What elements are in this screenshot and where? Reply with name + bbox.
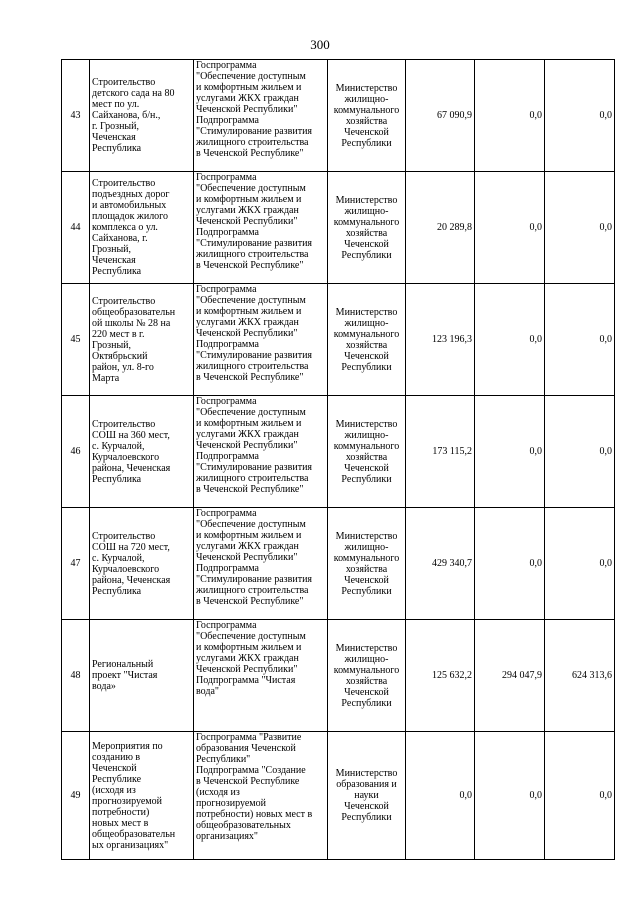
row-number-cell: 44 [62, 172, 90, 284]
executor-line: Министерство [335, 82, 398, 94]
program-cell [194, 508, 328, 620]
executor-line: науки [354, 790, 379, 801]
executor-cell [328, 172, 406, 284]
executor-line: Министерство [335, 530, 398, 542]
program-line: и комфортным жильем и [196, 418, 302, 429]
object-name-line: Республика [92, 143, 142, 154]
table-body [62, 60, 615, 860]
object-name-line: Курчалоевского [92, 563, 160, 575]
program-line: и комфортным жильем и [196, 82, 302, 93]
executor-line: коммунального [333, 104, 400, 116]
program-line: "Обеспечение доступным [196, 631, 306, 642]
program-line: услугами ЖКХ граждан [196, 541, 299, 552]
object-name-line: ых организациях" [92, 839, 169, 851]
executor-line: жилищно- [344, 429, 389, 441]
program-line: "Обеспечение доступным [196, 183, 306, 194]
executor-line: Республики [341, 585, 392, 597]
object-name-line: Региональный [92, 659, 154, 670]
executor-line: Министерство [335, 768, 398, 779]
program-cell [194, 732, 328, 860]
table-row [62, 284, 615, 396]
program-line: в Чеченской Республике" [196, 372, 304, 383]
object-name-line: Республика [92, 585, 142, 597]
row-number-cell: 48 [62, 620, 90, 732]
executor-line: жилищно- [344, 205, 389, 217]
executor-line: Министерство [335, 418, 398, 430]
table-row [62, 620, 615, 732]
program-line: Подпрограмма [196, 339, 259, 350]
row-number-cell: 47 [62, 508, 90, 620]
object-name-line: Строительство [92, 418, 156, 430]
amount-cell-v2: 0,0 [475, 732, 545, 860]
executor-line: Республики [341, 249, 392, 261]
executor-line: коммунального [333, 328, 400, 340]
program-line: в Чеченской Республике" [196, 260, 304, 271]
object-name-line: проект "Чистая [92, 670, 158, 681]
executor-line: Чеченской [344, 574, 389, 586]
object-name-line: Строительство [92, 178, 156, 189]
object-name-line: и автомобильных [92, 200, 167, 211]
object-name-line: района, Чеченская [92, 462, 171, 474]
object-name-cell [90, 732, 194, 860]
program-line: "Обеспечение доступным [196, 519, 306, 530]
executor-line: Министерство [335, 642, 398, 654]
object-name-line: прогнозируемой [92, 795, 162, 807]
executor-line: хозяйства [345, 339, 388, 351]
program-line: услугами ЖКХ граждан [196, 93, 299, 104]
program-line: и комфортным жильем и [196, 306, 302, 317]
object-name-line: район, ул. 8-го [92, 361, 154, 373]
executor-cell [328, 396, 406, 508]
program-line: "Стимулирование развития [196, 462, 313, 473]
object-name-line: района, Чеченская [92, 574, 171, 586]
executor-line: жилищно- [344, 93, 389, 105]
page-number: 300 [310, 37, 330, 52]
executor-line: Республики [341, 812, 392, 823]
object-name-line: Марта [92, 372, 120, 384]
executor-line: жилищно- [344, 653, 389, 665]
program-line: вода" [196, 686, 219, 697]
row-number-cell: 43 [62, 60, 90, 172]
program-line: Подпрограмма [196, 227, 259, 238]
program-cell [194, 284, 328, 396]
object-name-line: Строительство [92, 530, 156, 542]
executor-line: хозяйства [345, 451, 388, 463]
program-line: жилищного строительства [196, 249, 309, 260]
table-row [62, 60, 615, 172]
program-line: жилищного строительства [196, 585, 309, 596]
program-line: Подпрограмма [196, 451, 259, 462]
amount-cell-v1: 20 289,8 [406, 172, 475, 284]
program-line: Госпрограмма [196, 396, 257, 407]
program-line: и комфортным жильем и [196, 642, 302, 653]
program-line: в Чеченской Республике" [196, 596, 304, 607]
program-line: Чеченской Республики" [196, 440, 298, 451]
object-name-line: Грозный, [92, 339, 132, 351]
program-line: услугами ЖКХ граждан [196, 653, 299, 664]
object-name-line: Чеченская [92, 255, 136, 266]
program-line: образования Чеченской [196, 743, 296, 754]
program-line: Чеченской Республики" [196, 216, 298, 227]
object-name-cell [90, 172, 194, 284]
program-line: Госпрограмма [196, 284, 257, 295]
executor-line: Министерство [335, 306, 398, 318]
object-name-line: г. Грозный, [92, 121, 139, 132]
amount-cell-v1: 0,0 [406, 732, 475, 860]
row-number-cell: 49 [62, 732, 90, 860]
executor-line: хозяйства [345, 227, 388, 239]
executor-cell [328, 732, 406, 860]
executor-line: хозяйства [345, 675, 388, 687]
amount-cell-v3: 0,0 [545, 508, 615, 620]
amount-cell-v1: 429 340,7 [406, 508, 475, 620]
object-name-line: мест по ул. [92, 99, 140, 110]
program-cell [194, 396, 328, 508]
amount-cell-v1: 67 090,9 [406, 60, 475, 172]
executor-line: Министерство [335, 194, 398, 206]
program-line: Госпрограмма [196, 620, 257, 631]
object-name-line: ой школы № 28 на [92, 317, 171, 329]
object-name-line: СОШ на 720 мест, [92, 541, 170, 553]
program-line: Чеченской Республики" [196, 552, 298, 563]
amount-cell-v2: 0,0 [475, 172, 545, 284]
executor-line: Чеченской [344, 462, 389, 474]
object-name-line: Сайханова, б/н., [92, 110, 161, 121]
amount-cell-v2: 0,0 [475, 60, 545, 172]
amount-cell-v2: 0,0 [475, 284, 545, 396]
program-line: услугами ЖКХ граждан [196, 205, 299, 216]
program-line: жилищного строительства [196, 473, 309, 484]
object-name-line: подъездных дорог [92, 189, 170, 200]
object-name-line: Грозный, [92, 244, 132, 255]
object-name-line: Курчалоевского [92, 451, 160, 463]
object-name-line: Республика [92, 266, 142, 277]
table-row [62, 732, 615, 860]
budget-table [61, 59, 615, 860]
program-line: жилищного строительства [196, 361, 309, 372]
executor-line: Республики [341, 361, 392, 373]
object-name-line: общеобразовательн [92, 828, 176, 840]
amount-cell-v1: 123 196,3 [406, 284, 475, 396]
program-line: "Обеспечение доступным [196, 295, 306, 306]
executor-line: Чеченской [344, 126, 389, 138]
object-name-cell [90, 508, 194, 620]
executor-line: Республики [341, 697, 392, 709]
program-line: и комфортным жильем и [196, 194, 302, 205]
program-line: потребности) новых мест в [196, 809, 313, 820]
row-number-cell: 45 [62, 284, 90, 396]
object-name-cell [90, 284, 194, 396]
executor-line: Чеченской [344, 801, 389, 812]
executor-line: Чеченской [344, 350, 389, 362]
program-cell [194, 172, 328, 284]
executor-line: Республики [341, 137, 392, 149]
program-line: "Обеспечение доступным [196, 71, 306, 82]
object-name-line: (исходя из [92, 784, 136, 796]
object-name-line: потребности) [92, 806, 150, 818]
object-name-cell [90, 60, 194, 172]
executor-line: образования и [336, 779, 397, 790]
executor-line: коммунального [333, 664, 400, 676]
amount-cell-v3: 0,0 [545, 172, 615, 284]
program-line: Чеченской Республики" [196, 664, 298, 675]
program-line: в Чеченской Республике" [196, 148, 304, 159]
object-name-line: Республике [92, 773, 142, 785]
program-line: "Стимулирование развития [196, 238, 313, 249]
program-line: жилищного строительства [196, 137, 309, 148]
object-name-line: Республика [92, 473, 142, 485]
object-name-line: вода» [92, 681, 116, 692]
program-line: общеобразовательных [196, 820, 291, 831]
program-cell [194, 60, 328, 172]
amount-cell-v3: 0,0 [545, 732, 615, 860]
object-name-line: Чеченская [92, 132, 136, 143]
table-row [62, 172, 615, 284]
object-name-line: с. Курчалой, [92, 552, 145, 564]
executor-line: жилищно- [344, 317, 389, 329]
program-line: Республики" [196, 754, 251, 765]
executor-cell [328, 60, 406, 172]
program-line: в Чеченской Республике" [196, 484, 304, 495]
executor-cell [328, 284, 406, 396]
object-name-line: Строительство [92, 295, 156, 307]
object-name-line: Октябрьский [92, 350, 148, 362]
program-line: и комфортным жильем и [196, 530, 302, 541]
program-line: услугами ЖКХ граждан [196, 429, 299, 440]
program-line: "Обеспечение доступным [196, 407, 306, 418]
program-line: Подпрограмма "Создание [196, 765, 306, 776]
object-name-line: новых мест в [92, 817, 149, 829]
program-line: Госпрограмма "Развитие [196, 732, 302, 743]
table-row [62, 396, 615, 508]
object-name-line: общеобразовательн [92, 306, 176, 318]
program-line: Госпрограмма [196, 172, 257, 183]
amount-cell-v3: 0,0 [545, 396, 615, 508]
amount-cell-v2: 0,0 [475, 396, 545, 508]
executor-cell [328, 620, 406, 732]
amount-cell-v2: 0,0 [475, 508, 545, 620]
program-line: Чеченской Республики" [196, 104, 298, 115]
amount-cell-v3: 0,0 [545, 60, 615, 172]
object-name-line: созданию в [92, 751, 141, 763]
executor-line: коммунального [333, 440, 400, 452]
object-name-cell [90, 396, 194, 508]
program-line: Подпрограмма [196, 563, 259, 574]
program-line: Подпрограмма "Чистая [196, 675, 296, 686]
program-line: Чеченской Республики" [196, 328, 298, 339]
object-name-line: Мероприятия по [92, 740, 163, 752]
object-name-line: 220 мест в г. [92, 328, 145, 340]
program-line: (исходя из [196, 787, 240, 798]
executor-line: хозяйства [345, 115, 388, 127]
executor-line: Республики [341, 473, 392, 485]
program-line: "Стимулирование развития [196, 350, 313, 361]
object-name-line: детского сада на 80 [92, 88, 175, 99]
amount-cell-v2: 294 047,9 [475, 620, 545, 732]
table-row [62, 508, 615, 620]
program-line: прогнозируемой [196, 798, 266, 809]
object-name-line: Сайханова, г. [92, 233, 148, 244]
amount-cell-v3: 624 313,6 [545, 620, 615, 732]
program-line: "Стимулирование развития [196, 126, 313, 137]
object-name-line: с. Курчалой, [92, 440, 145, 452]
program-line: в Чеченской Республике [196, 776, 300, 787]
program-line: услугами ЖКХ граждан [196, 317, 299, 328]
program-line: Госпрограмма [196, 508, 257, 519]
object-name-line: СОШ на 360 мест, [92, 429, 170, 441]
executor-line: коммунального [333, 552, 400, 564]
object-name-line: Чеченской [92, 762, 137, 774]
executor-line: Чеченской [344, 686, 389, 698]
object-name-line: комплекса о ул. [92, 222, 158, 233]
amount-cell-v3: 0,0 [545, 284, 615, 396]
object-name-cell [90, 620, 194, 732]
program-line: "Стимулирование развития [196, 574, 313, 585]
executor-line: Чеченской [344, 238, 389, 250]
executor-line: хозяйства [345, 563, 388, 575]
executor-line: коммунального [333, 216, 400, 228]
row-number-cell: 46 [62, 396, 90, 508]
program-line: организациях" [196, 831, 259, 842]
amount-cell-v1: 125 632,2 [406, 620, 475, 732]
program-cell [194, 620, 328, 732]
program-line: Госпрограмма [196, 60, 257, 71]
object-name-line: Строительство [92, 77, 156, 88]
amount-cell-v1: 173 115,2 [406, 396, 475, 508]
executor-cell [328, 508, 406, 620]
executor-line: жилищно- [344, 541, 389, 553]
object-name-line: площадок жилого [92, 211, 169, 222]
program-line: Подпрограмма [196, 115, 259, 126]
